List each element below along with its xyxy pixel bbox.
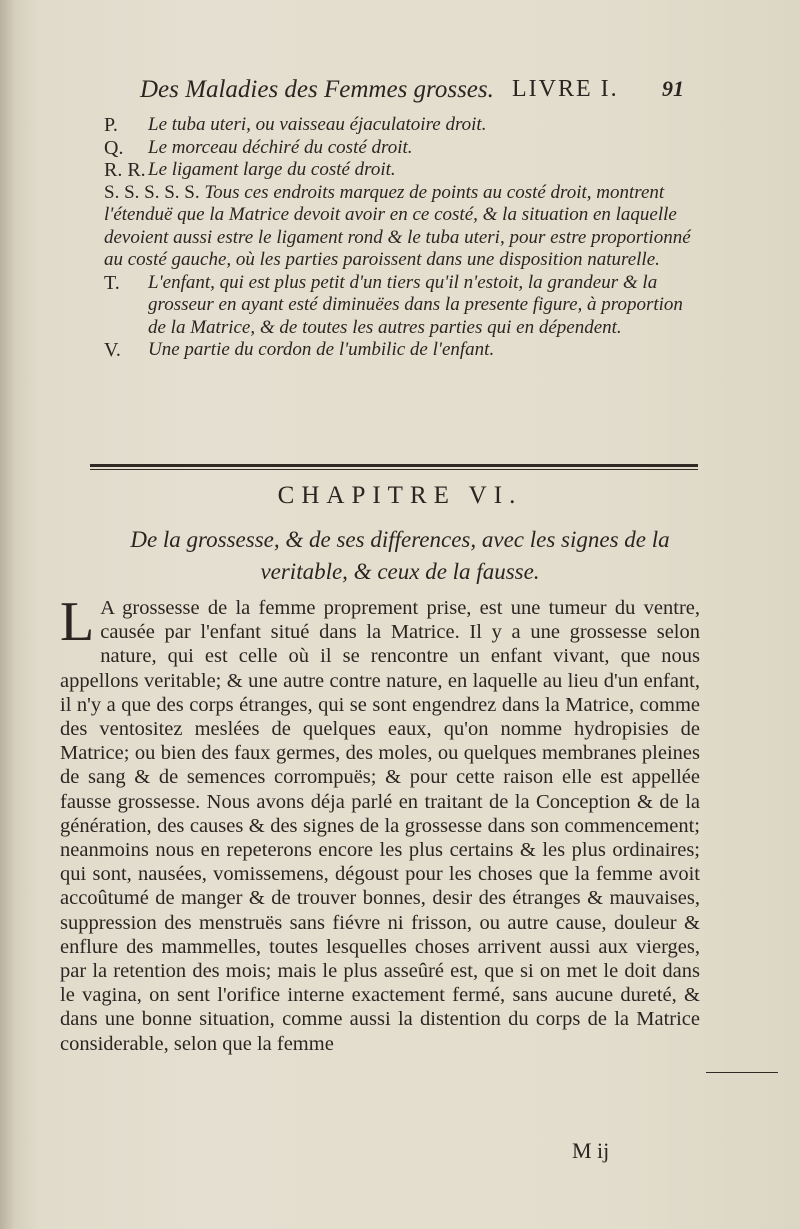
legend-key: T. bbox=[104, 271, 120, 294]
legend-text: Tous ces endroits marquez de points au costé droit, montrent l'étenduë que la Matrice devoit avoir en ce costé, & la situation en laquelle devoient aussi estre le ligament rond & le tuba uteri, pour estre proportionné au costé gauche, où les parties paroissent dans une disposition naturelle. bbox=[104, 181, 691, 270]
legend-key: S. S. S. S. S. bbox=[104, 181, 200, 203]
legend-item bbox=[104, 339, 704, 362]
legend-key: R. R. bbox=[104, 159, 146, 181]
legend-item bbox=[104, 137, 704, 160]
chapter-heading: CHAPITRE VI. bbox=[277, 482, 523, 509]
subtitle-line: De la grossesse, & de ses differences, avec les signes de la bbox=[130, 527, 670, 552]
header-title: Des Maladies des Femmes grosses. bbox=[140, 76, 494, 103]
page-gutter bbox=[0, 0, 14, 1229]
legend-item bbox=[104, 114, 704, 137]
figure-legend bbox=[104, 114, 704, 362]
legend-text: Le ligament large du costé droit. bbox=[148, 159, 396, 180]
section-divider bbox=[90, 464, 698, 467]
legend-text: Le morceau déchiré du costé droit. bbox=[148, 136, 413, 158]
drop-cap: L bbox=[60, 591, 95, 653]
paragraph-text: A grossesse de la femme proprement prise, est une tumeur du ventre, causée par l'enfant situé dans la Matrice. Il y a une grossesse selon nature, qui est celle où il se rencontre un enfant vivant, que nous appellons veritable; & une autre contre nature, en laquelle au lieu d'un enfant, il n'y a que des corps étranges, qui se sont engendrez dans la Matrice, comme des ventositez meslées de quelques eaux, qu'on nomme hydropisies de Matrice; ou bien des faux germes, des moles, ou quelques membranes pleines de sang & de semences corrompuës; & pour cette raison elle est appellée fausse grossesse. Nous avons déja parlé en traitant de la Conception & de la génération, des causes & des signes de la grossesse dans son commencement; neanmoins nous en repeterons encore les plus certains & les plus ordinaires; qui sont, nausées, vomissemens, dégoust pour les choses que la femme avoit accoûtumé de manger & de trouver bonnes, desir des étranges & mauvaises, suppression des menstruës sans fiévre ni frisson, ou autre cause, douleur & enflure des mammelles, toutes lesquelles choses arrivent aussi aux vierges, par la retention des mois; mais le plus asseûré est, que si on met le doit dans le vagina, on sent l'orifice interne exactement fermé, sans aucune dureté, & dans une bonne situation, comme aussi la distention du corps de la Matrice considerable, selon que la femme bbox=[60, 597, 700, 1055]
legend-key: V. bbox=[104, 339, 121, 361]
legend-text: Le tuba uteri, ou vaisseau éjaculatoire droit. bbox=[148, 114, 487, 135]
signature-mark: M ij bbox=[572, 1138, 610, 1163]
legend-text: L'enfant, qui est plus petit d'un tiers qu'il n'estoit, la grandeur & la grosseur en ayant esté diminuëes dans la presente figure, à proportion de la Matrice, & de toutes les autres parties qui en dépendent. bbox=[148, 271, 683, 338]
legend-text: Une partie du cordon de l'umbilic de l'enfant. bbox=[148, 339, 495, 360]
section-divider-thin bbox=[90, 469, 698, 470]
legend-key: P. bbox=[104, 114, 118, 136]
legend-item bbox=[104, 272, 704, 340]
chapter-subtitle bbox=[80, 524, 720, 588]
legend-item bbox=[104, 182, 704, 272]
legend-item bbox=[104, 159, 704, 182]
running-header bbox=[140, 76, 700, 110]
margin-mark bbox=[706, 1072, 778, 1073]
page-number: 91 bbox=[662, 76, 684, 101]
subtitle-line: veritable, & ceux de la fausse. bbox=[260, 559, 540, 584]
header-book: LIVRE I. bbox=[512, 76, 619, 102]
body-paragraph bbox=[60, 591, 700, 1056]
legend-key: Q. bbox=[104, 136, 124, 159]
